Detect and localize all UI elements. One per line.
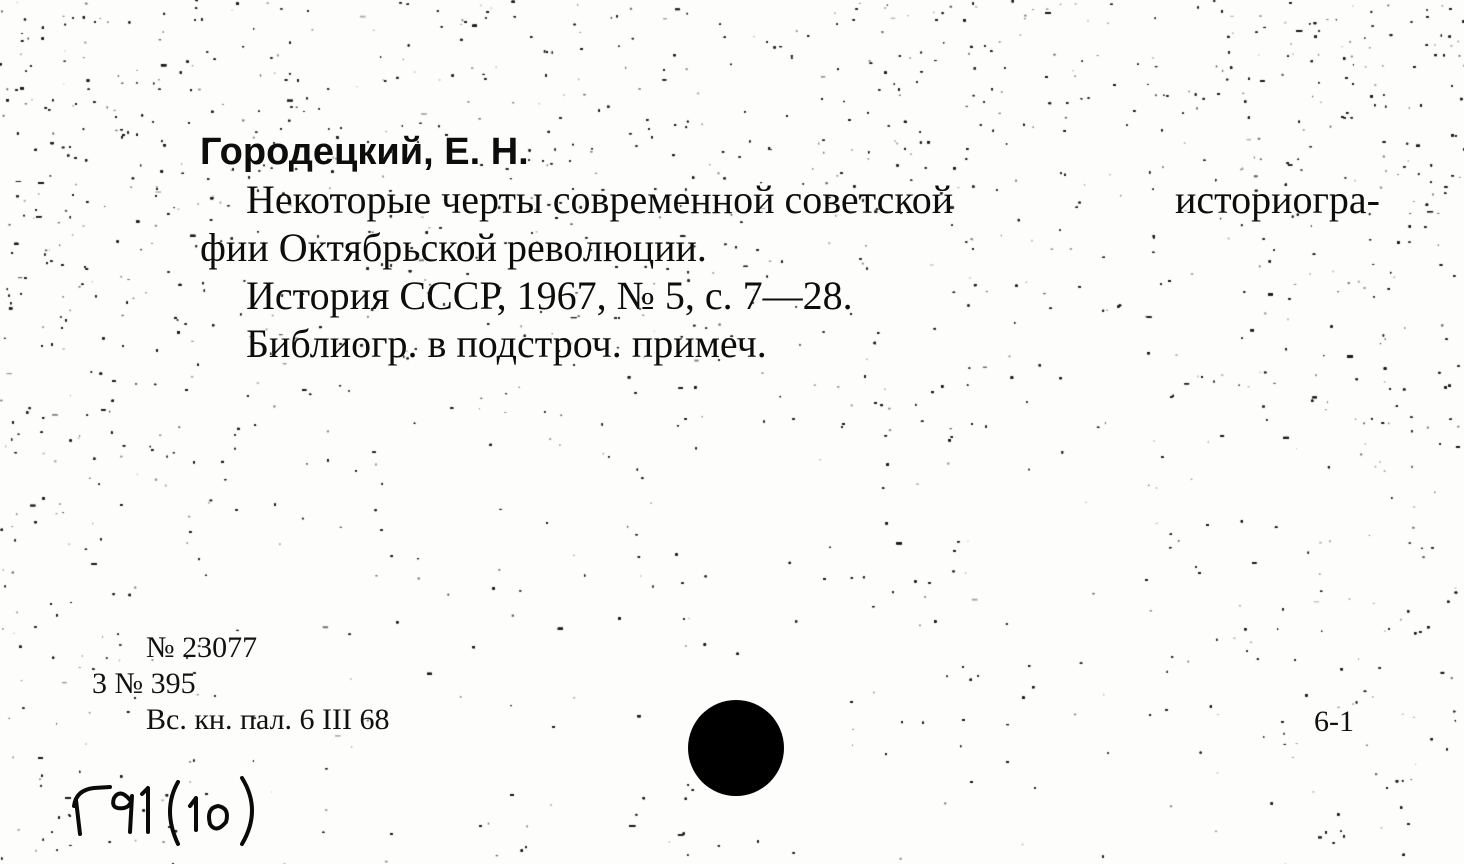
punch-hole bbox=[688, 700, 784, 796]
bibliographic-entry bbox=[200, 120, 1380, 368]
accession-number: № 23077 bbox=[146, 631, 258, 664]
title-line-1 bbox=[200, 176, 1380, 224]
title-line-1-right: историогра- bbox=[1175, 177, 1380, 222]
title-line-1-left: Некоторые черты современной советской bbox=[246, 177, 954, 222]
handwritten-shelf-mark bbox=[66, 770, 266, 850]
order-number: 3 № 395 bbox=[92, 667, 196, 700]
source-line: История СССР, 1967, № 5, с. 7—28. bbox=[246, 273, 853, 318]
note-line: Библиогр. в подстроч. примеч. bbox=[246, 321, 767, 366]
copies-line: Вс. кн. пал. 6 III 68 bbox=[146, 703, 390, 736]
title-line-2: фии Октябрьской революции. bbox=[200, 225, 707, 270]
card-code: 6-1 bbox=[1314, 705, 1354, 738]
author-heading: Городецкий, Е. Н. bbox=[200, 131, 529, 173]
